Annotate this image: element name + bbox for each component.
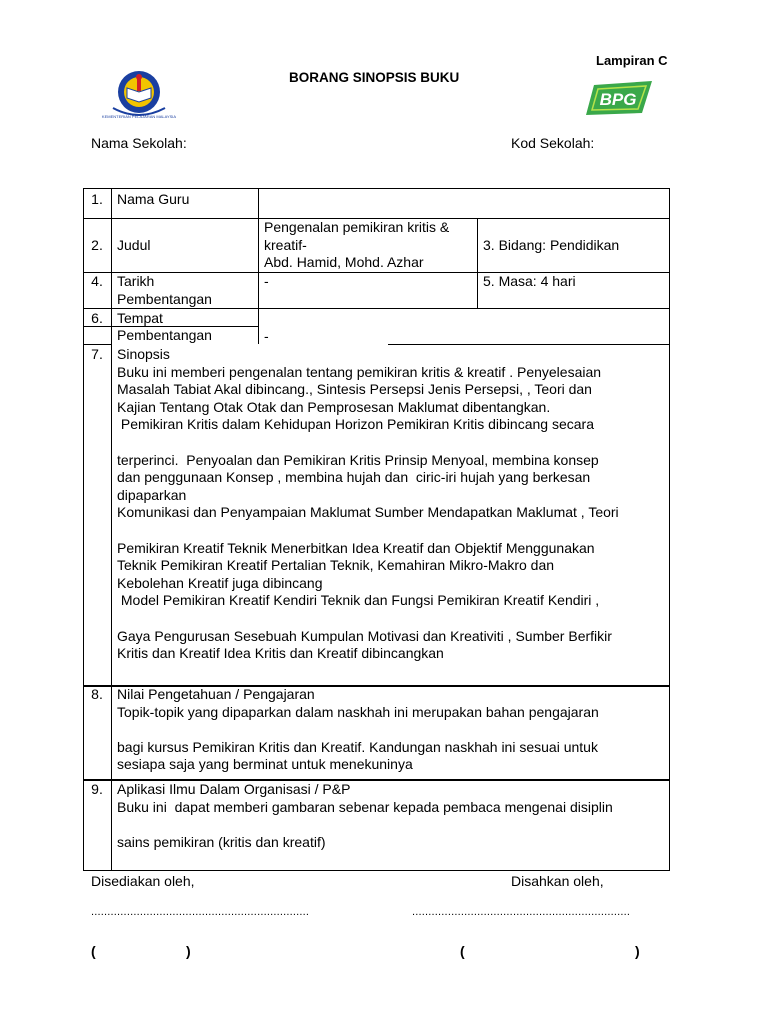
sinopsis-line — [117, 610, 619, 628]
tarikh-label-line: Tarikh — [117, 273, 155, 289]
aplikasi-block — [117, 781, 613, 851]
nilai-line — [117, 721, 599, 739]
row-number: 2. — [91, 237, 103, 253]
sinopsis-line: Masalah Tabiat Akal dibincang., Sintesis Persepsi Jenis Persepsi, , Teori dan — [117, 381, 592, 398]
nilai-line: bagi kursus Pemikiran Kritis dan Kreatif. Kandungan naskhah ini sesuai untuk — [117, 738, 598, 755]
aplikasi-line: Buku ini dapat memberi gambaran sebenar kepada pembaca mengenai disiplin — [117, 798, 613, 815]
kod-sekolah-label: Kod Sekolah: — [511, 135, 595, 151]
sinopsis-line — [117, 522, 619, 540]
page-title: BORANG SINOPSIS BUKU — [289, 70, 460, 85]
sinopsis-line: dipaparkan — [117, 486, 187, 503]
sinopsis-block — [117, 346, 619, 663]
tempat-value: - — [264, 328, 269, 344]
paren-open-left: ( — [91, 943, 96, 959]
sinopsis-line: dan penggunaan Konsep , membina hujah dan ciric-iri hujah yang berkesan — [117, 469, 591, 486]
sinopsis-line: Model Pemikiran Kreatif Kendiri Teknik dan Fungsi Pemikiran Kreatif Kendiri , — [117, 592, 600, 609]
paren-close-left: ) — [186, 943, 191, 959]
nama-guru-label: Nama Guru — [117, 191, 190, 207]
tempat-label-line: Pembentangan — [117, 327, 212, 343]
sinopsis-line: Komunikasi dan Penyampaian Maklumat Sumber Mendapatkan Maklumat , Teori — [117, 504, 619, 521]
aplikasi-line: Aplikasi Ilmu Dalam Organisasi / P&P — [117, 781, 351, 797]
paren-open-right: ( — [460, 943, 465, 959]
nilai-line: Topik-topik yang dipaparkan dalam naskhah ini merupakan bahan pengajaran — [117, 703, 599, 720]
row-number: 1. — [91, 191, 103, 207]
tarikh-label-line: Pembentangan — [117, 291, 212, 307]
sinopsis-line: Kritis dan Kreatif Idea Kritis dan Kreatif dibincangkan — [117, 645, 444, 662]
sinopsis-line: Buku ini memberi pengenalan tentang pemikiran kritis & kreatif . Penyelesaian — [117, 363, 602, 380]
row-number: 7. — [91, 346, 103, 362]
disahkan-label: Disahkan oleh, — [511, 873, 604, 889]
bidang-field: 3. Bidang: Pendidikan — [483, 237, 620, 253]
row-number: 8. — [91, 686, 103, 702]
signature-line-left: ................................................................... — [91, 906, 310, 918]
nilai-block — [117, 686, 599, 774]
aplikasi-line — [117, 816, 613, 834]
row-number: 4. — [91, 273, 103, 289]
ministry-logo-icon — [101, 68, 177, 120]
aplikasi-line: sains pemikiran (kritis dan kreatif) — [117, 833, 326, 850]
bpg-logo-text: BPG — [599, 90, 637, 109]
judul-value-line: Pengenalan pemikiran kritis & — [264, 219, 450, 235]
judul-value-line: Abd. Hamid, Mohd. Azhar — [264, 254, 424, 270]
sinopsis-line — [117, 434, 619, 452]
row-number: 6. — [91, 310, 103, 326]
disediakan-label: Disediakan oleh, — [91, 873, 195, 889]
nilai-line: sesiapa saja yang berminat untuk menekuninya — [117, 756, 413, 773]
nama-sekolah-label: Nama Sekolah: — [91, 135, 187, 151]
judul-label: Judul — [117, 237, 151, 253]
sinopsis-line: Gaya Pengurusan Sesebuah Kumpulan Motivasi dan Kreativiti , Sumber Berfikir — [117, 627, 612, 644]
logo-caption: KEMENTERIAN PELAJARAN MALAYSIA — [101, 114, 177, 119]
sinopsis-line: Teknik Pemikiran Kreatif Pertalian Teknik, Kemahiran Mikro-Makro dan — [117, 557, 555, 574]
signature-line-right: ................................................................... — [412, 906, 631, 918]
sinopsis-line: terperinci. Penyoalan dan Pemikiran Kritis Prinsip Menyoal, membina konsep — [117, 451, 599, 468]
lampiran-label: Lampiran C — [596, 53, 668, 68]
masa-field: 5. Masa: 4 hari — [483, 273, 576, 289]
bpg-logo-icon — [584, 79, 654, 117]
sinopsis-line: Kajian Tentang Otak Otak dan Pemprosesan Maklumat dibentangkan. — [117, 398, 551, 415]
tarikh-value: - — [264, 273, 269, 289]
sinopsis-line: Sinopsis — [117, 346, 170, 362]
row-number: 9. — [91, 781, 103, 797]
paren-close-right: ) — [635, 943, 640, 959]
nilai-line: Nilai Pengetahuan / Pengajaran — [117, 686, 315, 702]
sinopsis-line: Kebolehan Kreatif juga dibincang — [117, 574, 323, 591]
tempat-label-line: Tempat — [117, 310, 163, 326]
judul-value-line: kreatif- — [264, 237, 307, 253]
sinopsis-line: Pemikiran Kritis dalam Kehidupan Horizon Pemikiran Kritis dibincang secara — [117, 416, 594, 433]
sinopsis-line: Pemikiran Kreatif Teknik Menerbitkan Idea Kreatif dan Objektif Menggunakan — [117, 539, 595, 556]
